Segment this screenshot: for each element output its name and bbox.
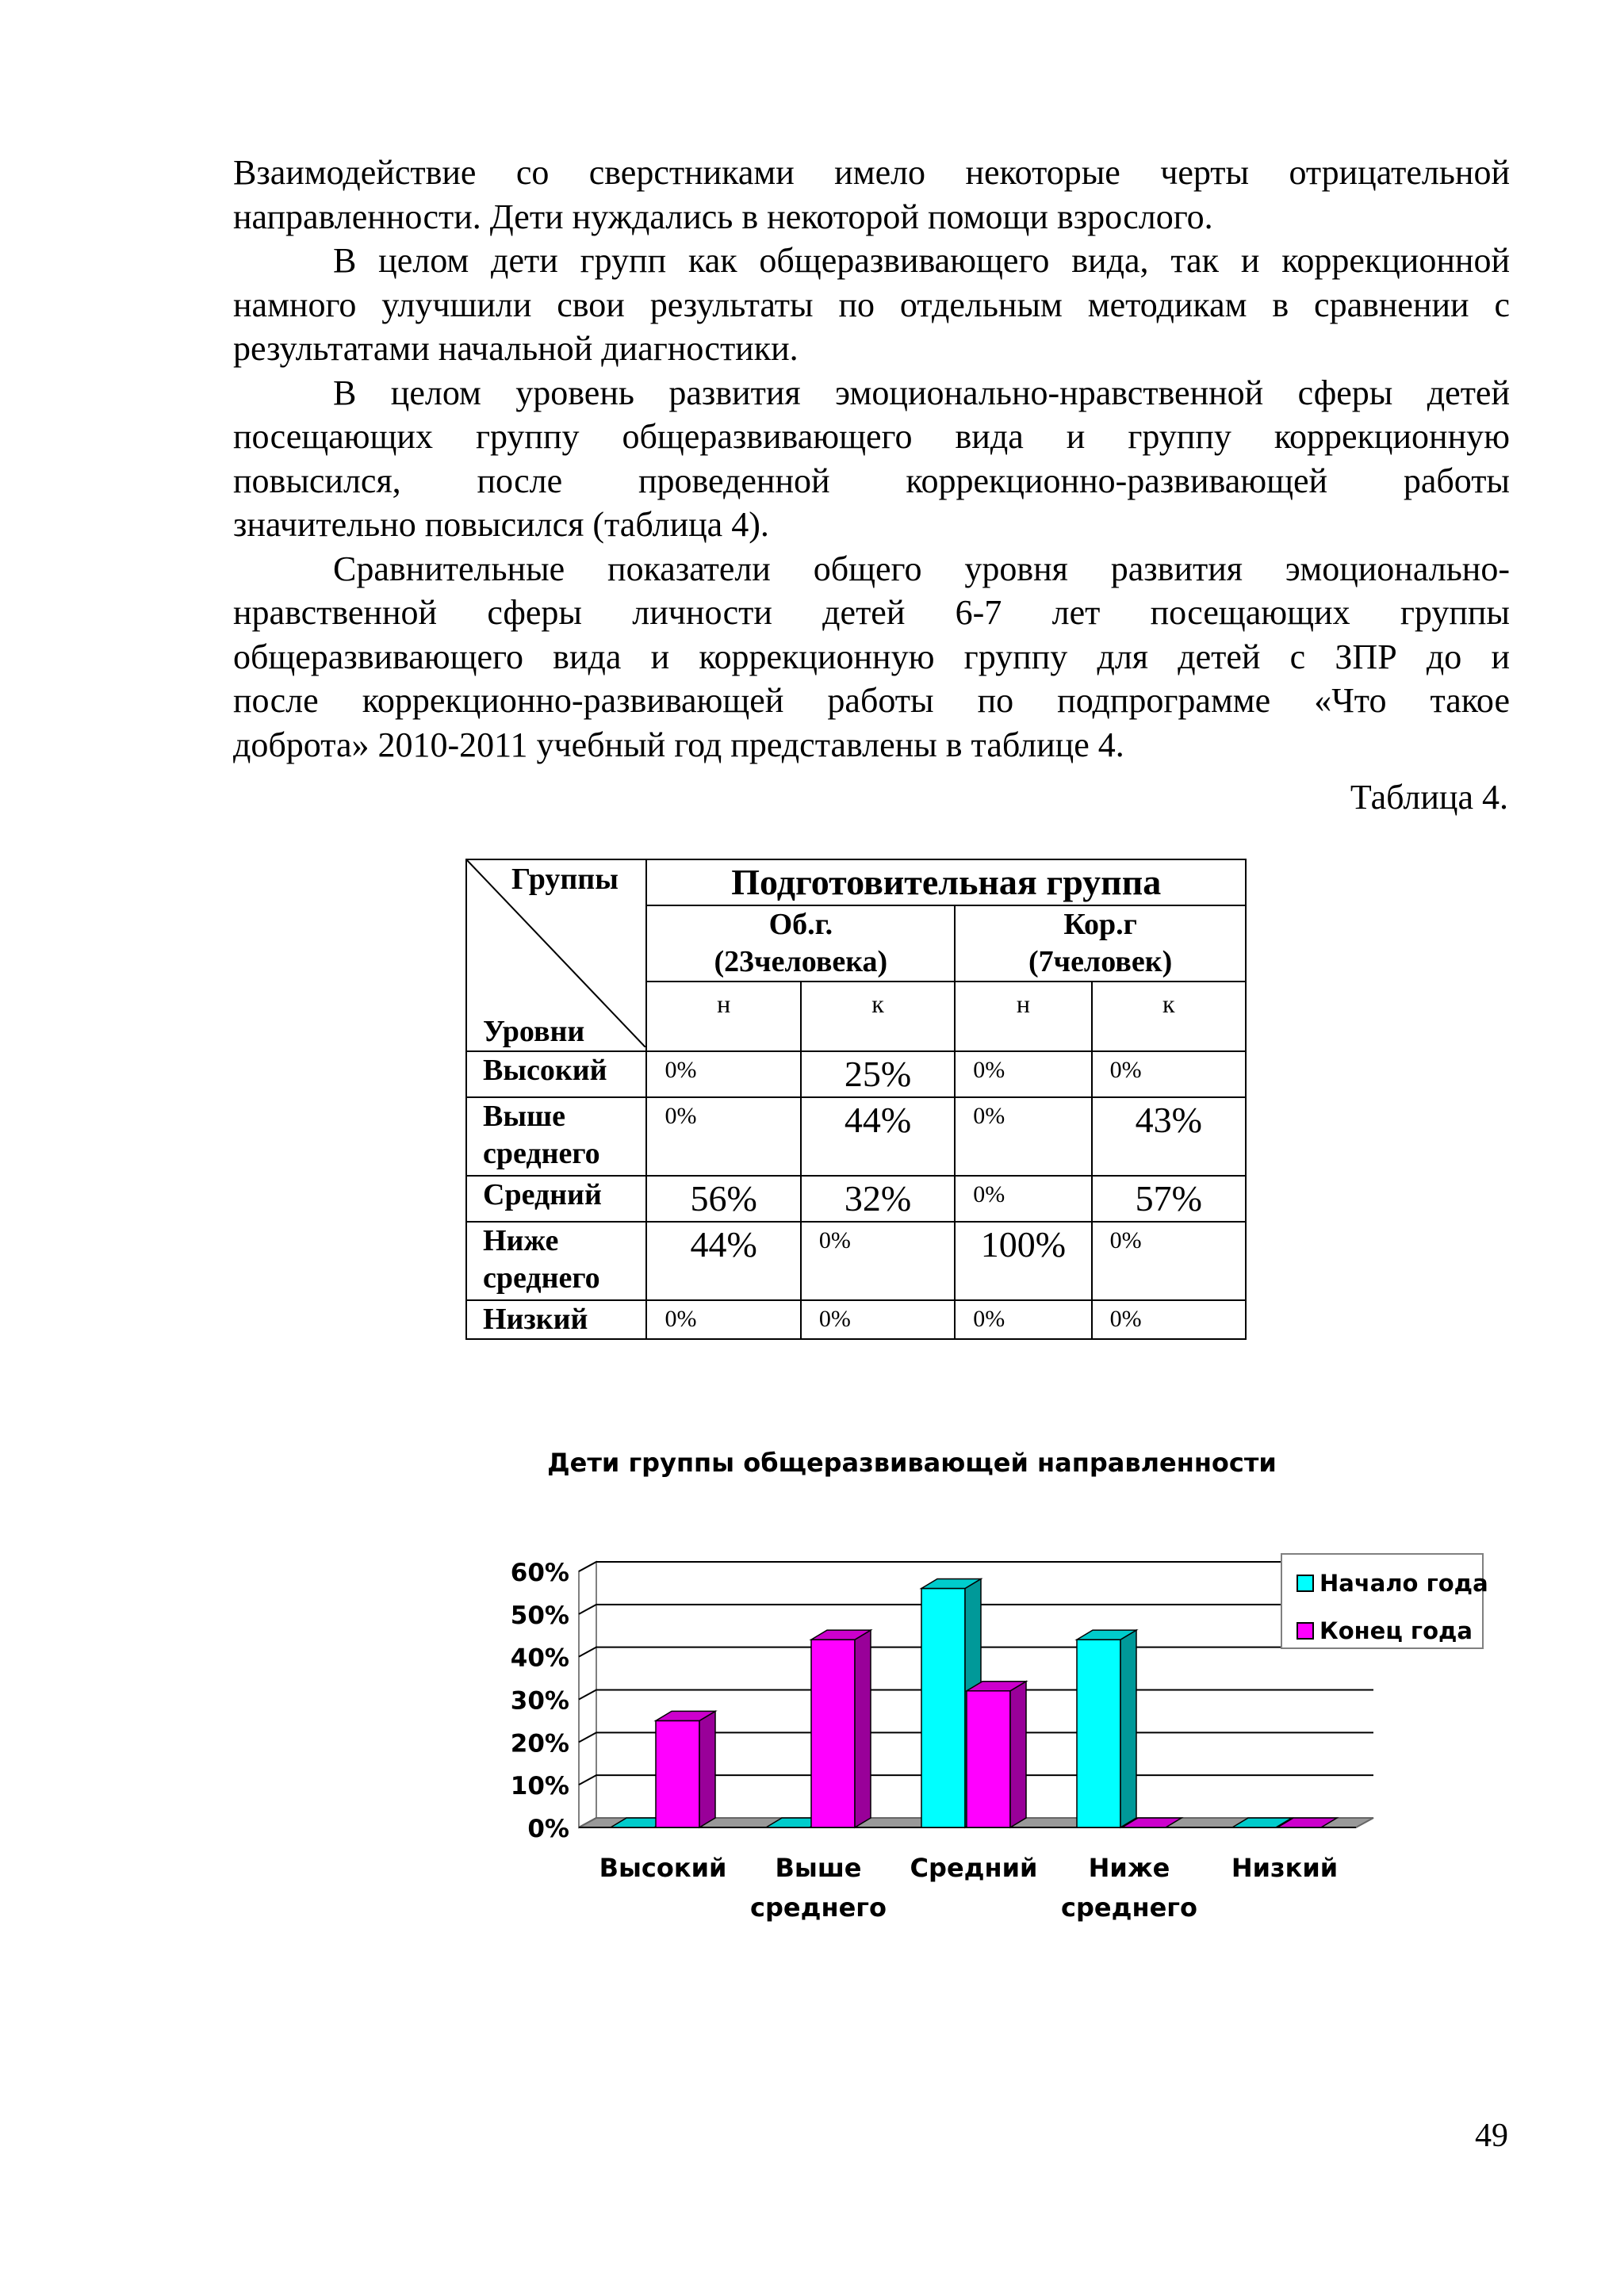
y-tick-label: 60% [510,1559,569,1587]
row-label [466,1222,646,1300]
subgroup-count: (7человек) [1028,945,1173,978]
bar-1-1 [811,1640,855,1827]
x-tick-label: Ниже [1088,1853,1170,1883]
table-row [466,1176,1246,1222]
y-tick-label: 40% [510,1644,569,1673]
chart-title: Дети группы общеразвивающей направленности [547,1448,1277,1478]
text-line: направленности. Дети нуждались в некоторой помощи взрослого. [233,197,1213,236]
table-cell: 0% [955,1097,1091,1176]
column-header: к [1092,982,1246,1051]
table-cell: 43% [1092,1097,1246,1176]
subgroup-name: Об.г. [768,908,833,941]
legend-label: Начало года [1320,1570,1488,1597]
group-header: Подготовительная группа [646,859,1246,905]
x-tick-label: Средний [910,1853,1038,1883]
bar-0-2 [921,1589,965,1827]
row-label [466,1051,646,1097]
bar-chart [476,1534,1507,1946]
table-cell: 56% [646,1176,800,1222]
table-cell: 0% [955,1176,1091,1222]
table-cell: 0% [801,1222,955,1300]
row-label [466,1176,646,1222]
table-cell: 32% [801,1176,955,1222]
column-header: к [801,982,955,1051]
body-text [233,151,1510,767]
table-cell: 57% [1092,1176,1246,1222]
table-cell: 44% [646,1222,800,1300]
subgroup-header-og [646,905,955,982]
row-label-line: среднего [483,1137,600,1170]
table-row [466,1222,1246,1300]
table-row [466,1097,1246,1176]
y-tick-label: 10% [510,1772,569,1801]
row-label [466,1300,646,1339]
y-tick-label: 30% [510,1686,569,1716]
table-corner-cell [466,859,646,1051]
y-tick-label: 0% [527,1815,569,1843]
text-line: посещающих группу общеразвивающего вида и группу коррекционную [233,417,1510,456]
row-label-line: Ниже [483,1224,559,1257]
table-cell: 25% [801,1051,955,1097]
text-line: повысился, после проведенной коррекционно-развивающей работы [233,461,1510,500]
table-cell: 0% [646,1051,800,1097]
table-cell: 0% [646,1097,800,1176]
x-tick-label: среднего [1061,1892,1197,1923]
row-label-line: Низкий [483,1303,588,1336]
row-label-line: Высокий [483,1054,607,1087]
table-cell: 0% [1092,1051,1246,1097]
x-tick-label: Высокий [599,1853,727,1883]
bar-1-0 [656,1720,699,1827]
row-label-line: Выше [483,1100,565,1133]
x-tick-label: Выше [775,1853,862,1883]
text-line: намного улучшили свои результаты по отдельным методикам в сравнении с [233,285,1510,324]
text-line: Взаимодействие со сверстниками имело некоторые черты отрицательной [233,153,1510,192]
table-cell: 0% [1092,1222,1246,1300]
x-tick-label: среднего [750,1892,887,1923]
text-line: доброта» 2010-2011 учебный год представлены в таблице 4. [233,725,1124,764]
text-line: нравственной сферы личности детей 6-7 лет посещающих группы [233,593,1510,632]
text-line: В целом уровень развития эмоционально-нравственной сферы детей [333,373,1510,412]
column-header: н [955,982,1091,1051]
table-cell: 0% [955,1051,1091,1097]
row-label-line: Средний [483,1178,602,1211]
table-cell: 0% [801,1300,955,1339]
bar-1-2 [967,1691,1010,1827]
table-caption: Таблица 4. [1350,778,1508,817]
x-tick-label: Низкий [1231,1853,1339,1883]
text-line: результатами начальной диагностики. [233,329,799,368]
subgroup-count: (23человека) [714,945,888,978]
page-number: 49 [1475,2118,1508,2154]
corner-label-groups: Группы [511,863,619,896]
y-tick-label: 20% [510,1729,569,1758]
table-cell: 44% [801,1097,955,1176]
legend-swatch [1297,1575,1313,1591]
subgroup-name: Кор.г [1063,908,1137,941]
table-row [466,1300,1246,1339]
bar-side-1-0 [699,1711,715,1827]
bar-side-0-3 [1120,1630,1136,1827]
table-cell: 0% [1092,1300,1246,1339]
row-label [466,1097,646,1176]
corner-label-levels: Уровни [483,1015,585,1048]
text-line: после коррекционно-развивающей работы по подпрограмме «Что такое [233,681,1510,720]
results-table [465,859,1247,1340]
subgroup-header-kor [955,905,1246,982]
table-cell: 100% [955,1222,1091,1300]
bar-0-3 [1077,1640,1120,1827]
text-line: значительно повысился (таблица 4). [233,505,769,544]
text-line: общеразвивающего вида и коррекционную группу для детей с ЗПР до и [233,637,1510,676]
column-header: н [646,982,800,1051]
bar-side-1-2 [1010,1682,1026,1827]
row-label-line: среднего [483,1261,600,1295]
bar-side-1-1 [855,1630,871,1827]
y-tick-label: 50% [510,1601,569,1630]
text-line: Сравнительные показатели общего уровня развития эмоционально- [333,549,1510,588]
table-row [466,1051,1246,1097]
table-cell: 0% [646,1300,800,1339]
text-line: В целом дети групп как общеразвивающего вида, так и коррекционной [333,241,1510,280]
gridline [579,1562,1373,1571]
legend-label: Конец года [1320,1617,1473,1644]
table-cell: 0% [955,1300,1091,1339]
legend-swatch [1297,1623,1313,1639]
